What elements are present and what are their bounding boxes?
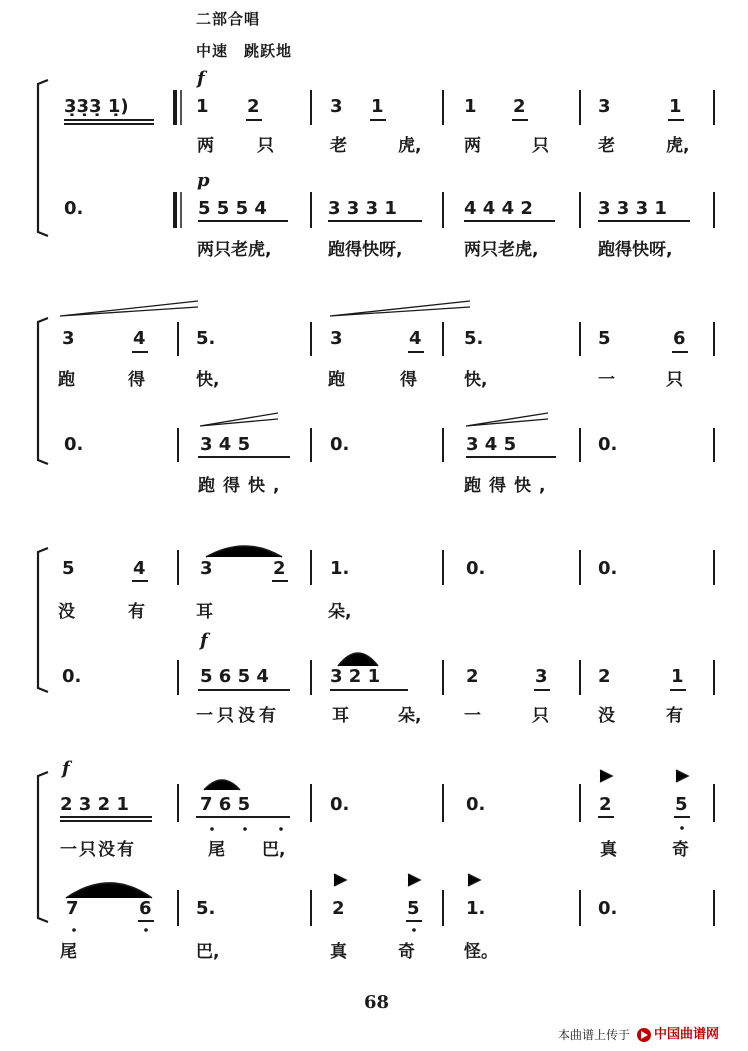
lyric: 一: [464, 706, 481, 726]
lyric: 只: [532, 706, 549, 726]
note: 3: [62, 328, 75, 349]
note: 3: [598, 96, 611, 117]
note: 0.: [64, 434, 84, 455]
footer-upload-text: 本曲谱上传于: [558, 1028, 631, 1042]
lyric: 只: [257, 136, 274, 156]
lyric: 一只没有: [60, 840, 136, 860]
note: 3: [330, 96, 343, 117]
lyric: 奇: [398, 942, 415, 962]
lyric: 跑得快呀,: [328, 240, 403, 260]
lyric: 一只没有: [196, 706, 280, 726]
note: 5: [407, 898, 420, 919]
page-number: 68: [364, 992, 390, 1013]
note: 1.: [466, 898, 486, 919]
note: 1: [669, 96, 682, 117]
note: 0.: [598, 434, 618, 455]
note: 1: [371, 96, 384, 117]
note: 2: [332, 898, 345, 919]
tempo-marking: 中速 跳跃地: [196, 42, 293, 60]
lyric: 快,: [464, 370, 488, 390]
lyric: 怪。: [464, 942, 498, 962]
note: 3̣3̣3̣ 1̣): [64, 96, 129, 117]
lyric: 虎,: [666, 136, 690, 156]
note: 5.: [196, 328, 216, 349]
note: 2 3 2 1: [60, 794, 129, 815]
lyric: 耳: [196, 602, 213, 622]
note: 5.: [464, 328, 484, 349]
note: 4: [409, 328, 422, 349]
lyric: 朵,: [328, 602, 352, 622]
lyric: 奇: [672, 840, 689, 860]
note: 4: [133, 558, 146, 579]
note: 0.: [466, 558, 486, 579]
note: 3: [535, 666, 548, 687]
note: 2: [598, 666, 611, 687]
note: 0.: [330, 434, 350, 455]
note: 5 5 5 4: [198, 198, 267, 219]
score-title: 二部合唱: [196, 10, 261, 28]
lyric: 两只老虎,: [464, 240, 539, 260]
note: 0.: [330, 794, 350, 815]
note: 2: [273, 558, 286, 579]
note: 3: [330, 328, 343, 349]
note: 1.: [330, 558, 350, 579]
lyric: 有: [128, 602, 145, 622]
note: 0.: [62, 666, 82, 687]
lyric: 只: [666, 370, 683, 390]
lyric: 一: [598, 370, 615, 390]
note: 5: [62, 558, 75, 579]
note: 2: [247, 96, 260, 117]
lyric: 巴,: [262, 840, 286, 860]
lyric: 耳: [332, 706, 349, 726]
lyric: 虎,: [398, 136, 422, 156]
note: 5: [598, 328, 611, 349]
site-name-logo[interactable]: 中国曲谱网: [654, 1027, 720, 1042]
dynamic-marking: f: [197, 68, 205, 89]
note: 3 2 1: [330, 666, 381, 687]
lyric: 跑得快,: [198, 476, 288, 496]
note: 1: [671, 666, 684, 687]
site-logo-icon: [636, 1027, 652, 1043]
lyric: 真: [330, 942, 347, 962]
lyric: 跑得快呀,: [598, 240, 673, 260]
lyric: 只: [532, 136, 549, 156]
note: 7: [66, 898, 79, 919]
lyric: 两: [464, 136, 481, 156]
note: 2: [599, 794, 612, 815]
lyric: 老: [598, 136, 615, 156]
lyric: 尾: [60, 942, 77, 962]
lyric: 快,: [196, 370, 220, 390]
note: 3: [200, 558, 213, 579]
lyric: 有: [666, 706, 683, 726]
note: 4 4 4 2: [464, 198, 533, 219]
lyric: 尾: [208, 840, 225, 860]
note: 0.: [598, 558, 618, 579]
note: 2: [513, 96, 526, 117]
note: 0.: [598, 898, 618, 919]
note: 3 4 5: [200, 434, 251, 455]
lyric: 朵,: [398, 706, 422, 726]
dynamic-marking: p: [197, 170, 210, 191]
note: 6: [139, 898, 152, 919]
lyric: 巴,: [196, 942, 220, 962]
dynamic-marking: f: [200, 630, 208, 651]
lyric: 得: [400, 370, 417, 390]
lyric: 没: [58, 602, 75, 622]
lyric: 老: [330, 136, 347, 156]
lyric: 真: [600, 840, 617, 860]
lyric: 两只老虎,: [197, 240, 272, 260]
lyric: 跑: [58, 370, 75, 390]
note: 5: [675, 794, 688, 815]
dynamic-marking: f: [62, 758, 70, 779]
note: 3 3 3 1: [328, 198, 397, 219]
note: 6: [673, 328, 686, 349]
note: 5 6 5 4: [200, 666, 269, 687]
note: 5.: [196, 898, 216, 919]
note: 7 6 5: [200, 794, 251, 815]
note: 2: [466, 666, 479, 687]
note: 0.: [466, 794, 486, 815]
note: 3 4 5: [466, 434, 517, 455]
note: 4: [133, 328, 146, 349]
lyric: 跑: [328, 370, 345, 390]
note: 1: [196, 96, 209, 117]
lyric: 没: [598, 706, 615, 726]
lyric: 跑得快,: [464, 476, 554, 496]
note: 0.: [64, 198, 84, 219]
note: 1: [464, 96, 477, 117]
note: 3 3 3 1: [598, 198, 667, 219]
lyric: 两: [197, 136, 214, 156]
lyric: 得: [128, 370, 145, 390]
